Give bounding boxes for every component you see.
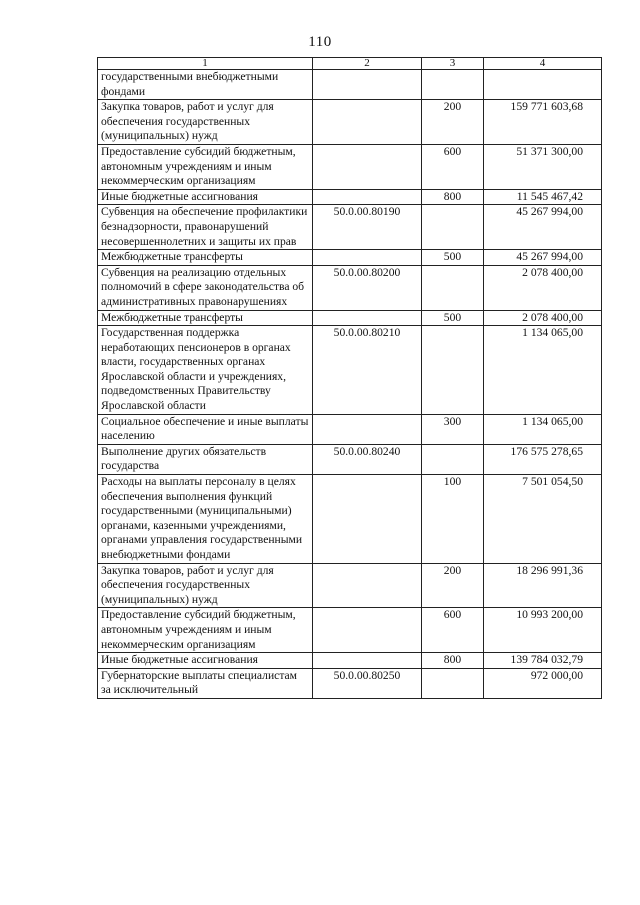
row-code [313, 100, 422, 145]
row-code: 50.0.00.80200 [313, 265, 422, 310]
row-type: 300 [422, 414, 484, 444]
row-code [313, 310, 422, 326]
table-row [98, 189, 602, 205]
budget-table [97, 57, 602, 699]
row-amount: 45 267 994,00 [484, 205, 602, 250]
row-code [313, 144, 422, 189]
row-type [422, 70, 484, 100]
row-name: Социальное обеспечение и иные выплаты населению [98, 414, 313, 444]
column-header: 2 [313, 58, 422, 70]
row-name: Предоставление субсидий бюджетным, автономным учреждениям и иным некоммерческим организациям [98, 144, 313, 189]
row-type: 600 [422, 144, 484, 189]
table-row [98, 310, 602, 326]
row-type [422, 444, 484, 474]
table-row [98, 70, 602, 100]
table-row [98, 144, 602, 189]
row-type [422, 668, 484, 698]
row-amount: 2 078 400,00 [484, 265, 602, 310]
row-amount [484, 70, 602, 100]
row-amount: 51 371 300,00 [484, 144, 602, 189]
row-type: 800 [422, 189, 484, 205]
row-name: Государственная поддержка неработающих пенсионеров в органах власти, государственных органах Ярославской области и учреждениях, подведомственных Правительству Ярославской области [98, 326, 313, 415]
row-type: 100 [422, 475, 484, 564]
row-type: 500 [422, 310, 484, 326]
table-row [98, 100, 602, 145]
table-header-row [98, 58, 602, 70]
row-code [313, 250, 422, 266]
row-amount: 1 134 065,00 [484, 326, 602, 415]
table-row [98, 326, 602, 415]
column-header: 3 [422, 58, 484, 70]
row-name: Межбюджетные трансферты [98, 310, 313, 326]
row-name: Межбюджетные трансферты [98, 250, 313, 266]
row-code [313, 70, 422, 100]
row-name: Закупка товаров, работ и услуг для обеспечения государственных (муниципальных) нужд [98, 563, 313, 608]
row-name: Закупка товаров, работ и услуг для обеспечения государственных (муниципальных) нужд [98, 100, 313, 145]
table-row [98, 414, 602, 444]
row-code: 50.0.00.80250 [313, 668, 422, 698]
row-type [422, 265, 484, 310]
table-row [98, 444, 602, 474]
row-amount: 1 134 065,00 [484, 414, 602, 444]
row-code [313, 563, 422, 608]
row-type: 800 [422, 653, 484, 669]
row-amount: 159 771 603,68 [484, 100, 602, 145]
row-amount: 176 575 278,65 [484, 444, 602, 474]
row-code [313, 608, 422, 653]
row-amount: 139 784 032,79 [484, 653, 602, 669]
row-name: государственными внебюджетными фондами [98, 70, 313, 100]
table-row [98, 265, 602, 310]
row-name: Иные бюджетные ассигнования [98, 653, 313, 669]
row-type: 200 [422, 563, 484, 608]
row-code [313, 475, 422, 564]
row-type [422, 205, 484, 250]
row-amount: 2 078 400,00 [484, 310, 602, 326]
row-amount: 972 000,00 [484, 668, 602, 698]
row-amount: 10 993 200,00 [484, 608, 602, 653]
row-name: Предоставление субсидий бюджетным, автономным учреждениям и иным некоммерческим организациям [98, 608, 313, 653]
row-name: Субвенция на реализацию отдельных полномочий в сфере законодательства об административных правонарушениях [98, 265, 313, 310]
table-row [98, 653, 602, 669]
table-row [98, 563, 602, 608]
row-name: Иные бюджетные ассигнования [98, 189, 313, 205]
row-amount: 7 501 054,50 [484, 475, 602, 564]
column-header: 4 [484, 58, 602, 70]
row-name: Расходы на выплаты персоналу в целях обеспечения выполнения функций государственными (муниципальными) органами, казенными учреждениями, органами управления государственными внебюджетными фондами [98, 475, 313, 564]
row-code [313, 414, 422, 444]
table-row [98, 205, 602, 250]
table-row [98, 668, 602, 698]
row-type: 200 [422, 100, 484, 145]
row-amount: 18 296 991,36 [484, 563, 602, 608]
row-code: 50.0.00.80210 [313, 326, 422, 415]
row-amount: 11 545 467,42 [484, 189, 602, 205]
row-name: Выполнение других обязательств государства [98, 444, 313, 474]
column-header: 1 [98, 58, 313, 70]
row-amount: 45 267 994,00 [484, 250, 602, 266]
row-name: Субвенция на обеспечение профилактики безнадзорности, правонарушений несовершеннолетних и защиты их прав [98, 205, 313, 250]
row-code [313, 653, 422, 669]
page-number: 110 [308, 34, 332, 50]
row-code [313, 189, 422, 205]
row-type: 600 [422, 608, 484, 653]
table-row [98, 475, 602, 564]
row-code: 50.0.00.80190 [313, 205, 422, 250]
table-row [98, 250, 602, 266]
row-name: Губернаторские выплаты специалистам за исключительный [98, 668, 313, 698]
row-type: 500 [422, 250, 484, 266]
row-type [422, 326, 484, 415]
row-code: 50.0.00.80240 [313, 444, 422, 474]
table-row [98, 608, 602, 653]
